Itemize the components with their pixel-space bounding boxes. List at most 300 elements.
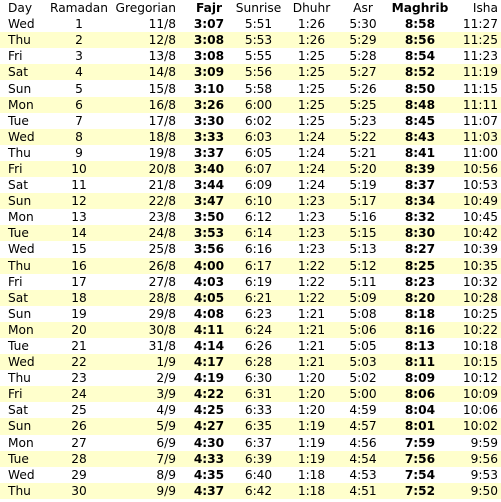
cell-isha: 10:39 — [462, 242, 498, 257]
cell-ramadan: 2 — [75, 33, 83, 48]
cell-asr: 4:51 — [349, 483, 377, 498]
table-row — [0, 161, 501, 177]
cell-maghrib: 8:54 — [404, 49, 436, 64]
cell-maghrib: 8:32 — [404, 210, 436, 225]
table-row — [0, 290, 501, 306]
cell-day: Wed — [8, 467, 35, 482]
cell-isha: 11:15 — [462, 81, 498, 96]
cell-isha: 9:56 — [470, 451, 498, 466]
cell-asr: 5:30 — [349, 17, 377, 32]
cell-ramadan: 23 — [71, 371, 87, 386]
cell-gregorian: 23/8 — [148, 210, 176, 225]
table-row — [0, 418, 501, 434]
cell-dhuhr: 1:18 — [297, 483, 326, 498]
cell-sunrise: 6:02 — [244, 113, 273, 128]
cell-sunrise: 6:24 — [244, 322, 273, 337]
cell-sunrise: 6:00 — [244, 97, 273, 112]
cell-ramadan: 22 — [71, 355, 87, 370]
cell-isha: 9:50 — [470, 483, 498, 498]
header-gregorian: Gregorian — [115, 1, 176, 16]
cell-isha: 10:56 — [462, 161, 498, 176]
cell-dhuhr: 1:21 — [297, 339, 326, 354]
cell-gregorian: 18/8 — [148, 129, 176, 144]
cell-fajr: 3:10 — [193, 81, 225, 96]
cell-ramadan: 12 — [71, 194, 87, 209]
cell-asr: 4:56 — [349, 435, 377, 450]
cell-sunrise: 6:39 — [244, 451, 273, 466]
cell-maghrib: 8:39 — [404, 161, 436, 176]
cell-sunrise: 6:05 — [244, 145, 273, 160]
cell-asr: 5:19 — [349, 178, 377, 193]
cell-dhuhr: 1:25 — [297, 81, 326, 96]
cell-maghrib: 8:13 — [404, 339, 436, 354]
cell-ramadan: 17 — [71, 274, 87, 289]
cell-ramadan: 5 — [75, 81, 83, 96]
cell-fajr: 4:14 — [193, 339, 225, 354]
cell-fajr: 3:47 — [193, 194, 225, 209]
table-row — [0, 113, 501, 129]
cell-fajr: 4:35 — [193, 467, 225, 482]
cell-ramadan: 3 — [75, 49, 83, 64]
cell-sunrise: 6:30 — [244, 371, 273, 386]
cell-maghrib: 8:45 — [404, 113, 436, 128]
cell-day: Wed — [8, 355, 35, 370]
cell-maghrib: 8:56 — [404, 33, 436, 48]
cell-ramadan: 7 — [75, 113, 83, 128]
cell-isha: 10:28 — [462, 290, 498, 305]
cell-day: Fri — [8, 274, 23, 289]
cell-sunrise: 6:14 — [244, 226, 273, 241]
cell-sunrise: 6:10 — [244, 194, 273, 209]
cell-day: Mon — [8, 210, 34, 225]
cell-sunrise: 6:12 — [244, 210, 273, 225]
cell-gregorian: 21/8 — [148, 178, 176, 193]
cell-ramadan: 28 — [71, 451, 87, 466]
cell-sunrise: 6:16 — [244, 242, 273, 257]
cell-day: Wed — [8, 242, 35, 257]
table-row — [0, 177, 501, 193]
cell-gregorian: 3/9 — [156, 387, 176, 402]
table-row — [0, 354, 501, 370]
cell-fajr: 4:11 — [193, 322, 225, 337]
cell-maghrib: 8:58 — [404, 17, 436, 32]
cell-isha: 11:07 — [462, 113, 498, 128]
cell-ramadan: 9 — [75, 145, 83, 160]
cell-dhuhr: 1:25 — [297, 113, 326, 128]
cell-gregorian: 22/8 — [148, 194, 176, 209]
cell-day: Wed — [8, 17, 35, 32]
cell-maghrib: 8:37 — [404, 178, 436, 193]
cell-ramadan: 24 — [71, 387, 87, 402]
cell-dhuhr: 1:18 — [297, 467, 326, 482]
cell-gregorian: 31/8 — [148, 339, 176, 354]
cell-day: Mon — [8, 97, 34, 112]
cell-isha: 10:35 — [462, 258, 498, 273]
cell-day: Thu — [8, 33, 31, 48]
header-maghrib: Maghrib — [391, 1, 449, 16]
cell-dhuhr: 1:23 — [297, 242, 326, 257]
cell-isha: 10:06 — [462, 403, 498, 418]
cell-ramadan: 20 — [71, 322, 87, 337]
cell-gregorian: 6/9 — [156, 435, 176, 450]
cell-gregorian: 27/8 — [148, 274, 176, 289]
cell-dhuhr: 1:23 — [297, 194, 326, 209]
cell-day: Fri — [8, 49, 23, 64]
cell-day: Sat — [8, 65, 28, 80]
cell-asr: 5:08 — [349, 306, 377, 321]
cell-day: Tue — [8, 339, 29, 354]
cell-maghrib: 8:27 — [404, 242, 436, 257]
cell-fajr: 3:44 — [193, 178, 225, 193]
cell-gregorian: 12/8 — [148, 33, 176, 48]
cell-gregorian: 24/8 — [148, 226, 176, 241]
table-row — [0, 32, 501, 48]
cell-asr: 5:29 — [349, 33, 377, 48]
cell-maghrib: 7:59 — [404, 435, 436, 450]
table-row — [0, 306, 501, 322]
cell-isha: 10:09 — [462, 387, 498, 402]
cell-gregorian: 20/8 — [148, 161, 176, 176]
table-row — [0, 402, 501, 418]
cell-asr: 5:13 — [349, 242, 377, 257]
cell-ramadan: 16 — [71, 258, 87, 273]
cell-dhuhr: 1:23 — [297, 210, 326, 225]
cell-gregorian: 8/9 — [156, 467, 176, 482]
cell-day: Fri — [8, 387, 23, 402]
cell-sunrise: 6:31 — [244, 387, 273, 402]
cell-maghrib: 8:30 — [404, 226, 436, 241]
cell-ramadan: 4 — [75, 65, 83, 80]
header-dhuhr: Dhuhr — [292, 1, 331, 16]
cell-maghrib: 8:48 — [404, 97, 436, 112]
cell-sunrise: 6:35 — [244, 419, 273, 434]
cell-asr: 5:26 — [349, 81, 377, 96]
cell-sunrise: 6:03 — [244, 129, 273, 144]
cell-fajr: 4:19 — [193, 371, 225, 386]
cell-asr: 5:20 — [349, 161, 377, 176]
cell-day: Sun — [8, 419, 32, 434]
cell-isha: 9:53 — [470, 467, 498, 482]
cell-maghrib: 8:16 — [404, 322, 436, 337]
cell-fajr: 4:03 — [193, 274, 225, 289]
cell-ramadan: 10 — [71, 161, 87, 176]
cell-ramadan: 21 — [71, 339, 87, 354]
cell-ramadan: 11 — [71, 178, 87, 193]
cell-day: Tue — [8, 113, 29, 128]
cell-isha: 11:27 — [462, 17, 498, 32]
cell-fajr: 4:27 — [193, 419, 225, 434]
cell-day: Mon — [8, 322, 34, 337]
table-row — [0, 209, 501, 225]
table-row — [0, 370, 501, 386]
cell-gregorian: 30/8 — [148, 322, 176, 337]
cell-asr: 5:03 — [349, 355, 377, 370]
cell-gregorian: 4/9 — [156, 403, 176, 418]
cell-dhuhr: 1:26 — [297, 17, 326, 32]
table-row — [0, 322, 501, 338]
cell-ramadan: 14 — [71, 226, 87, 241]
cell-sunrise: 6:33 — [244, 403, 273, 418]
cell-day: Tue — [8, 451, 29, 466]
cell-ramadan: 13 — [71, 210, 87, 225]
cell-asr: 5:23 — [349, 113, 377, 128]
cell-dhuhr: 1:25 — [297, 49, 326, 64]
table-row — [0, 274, 501, 290]
cell-isha: 10:22 — [462, 322, 498, 337]
cell-asr: 5:21 — [349, 145, 377, 160]
cell-asr: 4:54 — [349, 451, 377, 466]
cell-maghrib: 8:23 — [404, 274, 436, 289]
cell-fajr: 4:08 — [193, 306, 225, 321]
cell-fajr: 3:50 — [193, 210, 225, 225]
cell-day: Sun — [8, 306, 32, 321]
cell-gregorian: 16/8 — [148, 97, 176, 112]
cell-gregorian: 13/8 — [148, 49, 176, 64]
cell-ramadan: 18 — [71, 290, 87, 305]
cell-isha: 10:42 — [462, 226, 498, 241]
cell-day: Mon — [8, 435, 34, 450]
cell-fajr: 3:26 — [193, 97, 225, 112]
cell-ramadan: 26 — [71, 419, 87, 434]
cell-ramadan: 27 — [71, 435, 87, 450]
table-row — [0, 338, 501, 354]
cell-asr: 5:17 — [349, 194, 377, 209]
cell-maghrib: 8:25 — [404, 258, 436, 273]
cell-fajr: 3:08 — [193, 49, 225, 64]
cell-ramadan: 29 — [71, 467, 87, 482]
cell-dhuhr: 1:26 — [297, 33, 326, 48]
cell-isha: 10:49 — [462, 194, 498, 209]
table-row — [0, 97, 501, 113]
cell-dhuhr: 1:22 — [297, 290, 326, 305]
table-row — [0, 241, 501, 257]
table-row — [0, 64, 501, 80]
cell-sunrise: 5:51 — [244, 17, 273, 32]
cell-asr: 5:22 — [349, 129, 377, 144]
table-row — [0, 483, 501, 499]
cell-dhuhr: 1:20 — [297, 371, 326, 386]
cell-maghrib: 8:11 — [404, 355, 436, 370]
cell-sunrise: 6:28 — [244, 355, 273, 370]
cell-isha: 11:19 — [462, 65, 498, 80]
cell-asr: 5:27 — [349, 65, 377, 80]
cell-maghrib: 8:04 — [404, 403, 436, 418]
header-day: Day — [8, 1, 33, 16]
table-row — [0, 193, 501, 209]
cell-dhuhr: 1:22 — [297, 258, 326, 273]
cell-ramadan: 15 — [71, 242, 87, 257]
cell-fajr: 3:53 — [193, 226, 225, 241]
cell-dhuhr: 1:22 — [297, 274, 326, 289]
cell-maghrib: 8:52 — [404, 65, 436, 80]
cell-gregorian: 14/8 — [148, 65, 176, 80]
cell-sunrise: 6:17 — [244, 258, 273, 273]
cell-fajr: 4:33 — [193, 451, 225, 466]
cell-day: Thu — [8, 371, 31, 386]
table-row — [0, 129, 501, 145]
table-row — [0, 225, 501, 241]
cell-fajr: 3:30 — [193, 113, 225, 128]
cell-isha: 10:18 — [462, 339, 498, 354]
cell-fajr: 3:09 — [193, 65, 225, 80]
cell-dhuhr: 1:19 — [297, 451, 326, 466]
cell-gregorian: 28/8 — [148, 290, 176, 305]
cell-sunrise: 6:09 — [244, 178, 273, 193]
cell-day: Thu — [8, 258, 31, 273]
cell-fajr: 3:07 — [193, 17, 225, 32]
cell-fajr: 3:08 — [193, 33, 225, 48]
cell-day: Thu — [8, 483, 31, 498]
cell-gregorian: 9/9 — [156, 483, 176, 498]
cell-isha: 10:45 — [462, 210, 498, 225]
cell-maghrib: 7:52 — [404, 483, 436, 498]
table-row — [0, 451, 501, 467]
cell-ramadan: 19 — [71, 306, 87, 321]
cell-fajr: 4:22 — [193, 387, 225, 402]
cell-maghrib: 8:50 — [404, 81, 436, 96]
cell-gregorian: 29/8 — [148, 306, 176, 321]
table-row — [0, 16, 501, 32]
cell-isha: 10:12 — [462, 371, 498, 386]
table-header — [0, 0, 501, 16]
cell-gregorian: 1/9 — [156, 355, 176, 370]
table-row — [0, 258, 501, 274]
cell-sunrise: 6:37 — [244, 435, 273, 450]
cell-day: Sun — [8, 194, 32, 209]
cell-dhuhr: 1:21 — [297, 322, 326, 337]
cell-day: Sun — [8, 81, 32, 96]
cell-isha: 11:23 — [462, 49, 498, 64]
cell-fajr: 4:05 — [193, 290, 225, 305]
cell-fajr: 3:56 — [193, 242, 225, 257]
cell-day: Sat — [8, 178, 28, 193]
cell-dhuhr: 1:20 — [297, 387, 326, 402]
cell-day: Tue — [8, 226, 29, 241]
cell-fajr: 4:37 — [193, 483, 225, 498]
cell-day: Fri — [8, 161, 23, 176]
cell-sunrise: 6:21 — [244, 290, 273, 305]
header-isha: Isha — [472, 1, 498, 16]
cell-fajr: 4:00 — [193, 258, 225, 273]
cell-day: Wed — [8, 129, 35, 144]
cell-gregorian: 17/8 — [148, 113, 176, 128]
cell-sunrise: 5:53 — [244, 33, 273, 48]
cell-gregorian: 5/9 — [156, 419, 176, 434]
cell-sunrise: 6:40 — [244, 467, 273, 482]
cell-sunrise: 6:07 — [244, 161, 273, 176]
cell-asr: 5:00 — [349, 387, 377, 402]
cell-isha: 10:15 — [462, 355, 498, 370]
cell-asr: 5:11 — [349, 274, 377, 289]
cell-maghrib: 8:09 — [404, 371, 436, 386]
cell-asr: 4:59 — [349, 403, 377, 418]
cell-asr: 5:15 — [349, 226, 377, 241]
cell-gregorian: 11/8 — [148, 17, 176, 32]
cell-fajr: 3:33 — [193, 129, 225, 144]
cell-ramadan: 1 — [75, 17, 83, 32]
cell-dhuhr: 1:21 — [297, 306, 326, 321]
cell-isha: 11:11 — [462, 97, 498, 112]
cell-gregorian: 26/8 — [148, 258, 176, 273]
cell-asr: 5:28 — [349, 49, 377, 64]
cell-maghrib: 7:56 — [404, 451, 436, 466]
cell-fajr: 4:25 — [193, 403, 225, 418]
cell-isha: 9:59 — [470, 435, 498, 450]
cell-gregorian: 7/9 — [156, 451, 176, 466]
table-row — [0, 467, 501, 483]
cell-gregorian: 2/9 — [156, 371, 176, 386]
cell-fajr: 4:30 — [193, 435, 225, 450]
cell-day: Sat — [8, 403, 28, 418]
cell-fajr: 3:37 — [193, 145, 225, 160]
cell-maghrib: 8:43 — [404, 129, 436, 144]
table-row — [0, 48, 501, 64]
cell-sunrise: 5:58 — [244, 81, 273, 96]
cell-isha: 11:00 — [462, 145, 498, 160]
cell-dhuhr: 1:23 — [297, 226, 326, 241]
cell-maghrib: 8:34 — [404, 194, 436, 209]
cell-day: Thu — [8, 145, 31, 160]
cell-maghrib: 8:01 — [404, 419, 436, 434]
cell-asr: 4:53 — [349, 467, 377, 482]
cell-gregorian: 19/8 — [148, 145, 176, 160]
cell-asr: 5:02 — [349, 371, 377, 386]
table-row — [0, 145, 501, 161]
cell-sunrise: 5:56 — [244, 65, 273, 80]
table-row — [0, 386, 501, 402]
cell-dhuhr: 1:24 — [297, 178, 326, 193]
cell-maghrib: 8:41 — [404, 145, 436, 160]
cell-ramadan: 8 — [75, 129, 83, 144]
cell-isha: 10:25 — [462, 306, 498, 321]
cell-asr: 5:12 — [349, 258, 377, 273]
cell-maghrib: 8:06 — [404, 387, 436, 402]
cell-fajr: 4:17 — [193, 355, 225, 370]
cell-isha: 10:32 — [462, 274, 498, 289]
cell-dhuhr: 1:24 — [297, 129, 326, 144]
cell-sunrise: 6:42 — [244, 483, 273, 498]
table-row — [0, 435, 501, 451]
cell-maghrib: 8:18 — [404, 306, 436, 321]
cell-sunrise: 6:26 — [244, 339, 273, 354]
cell-maghrib: 8:20 — [404, 290, 436, 305]
header-fajr: Fajr — [195, 1, 223, 16]
cell-ramadan: 30 — [71, 483, 87, 498]
cell-dhuhr: 1:19 — [297, 435, 326, 450]
cell-dhuhr: 1:20 — [297, 403, 326, 418]
cell-sunrise: 5:55 — [244, 49, 273, 64]
cell-asr: 5:05 — [349, 339, 377, 354]
header-ramadan: Ramadan — [50, 1, 108, 16]
cell-isha: 10:53 — [462, 178, 498, 193]
cell-isha: 11:03 — [462, 129, 498, 144]
cell-dhuhr: 1:24 — [297, 145, 326, 160]
cell-dhuhr: 1:19 — [297, 419, 326, 434]
cell-isha: 10:02 — [462, 419, 498, 434]
cell-dhuhr: 1:21 — [297, 355, 326, 370]
header-asr: Asr — [353, 1, 373, 16]
cell-gregorian: 25/8 — [148, 242, 176, 257]
header-row — [0, 0, 501, 16]
table-body — [0, 16, 501, 499]
cell-dhuhr: 1:25 — [297, 97, 326, 112]
header-sunrise: Sunrise — [235, 1, 282, 16]
table-row — [0, 80, 501, 96]
cell-sunrise: 6:23 — [244, 306, 273, 321]
cell-fajr: 3:40 — [193, 161, 225, 176]
cell-dhuhr: 1:25 — [297, 65, 326, 80]
cell-asr: 4:57 — [349, 419, 377, 434]
